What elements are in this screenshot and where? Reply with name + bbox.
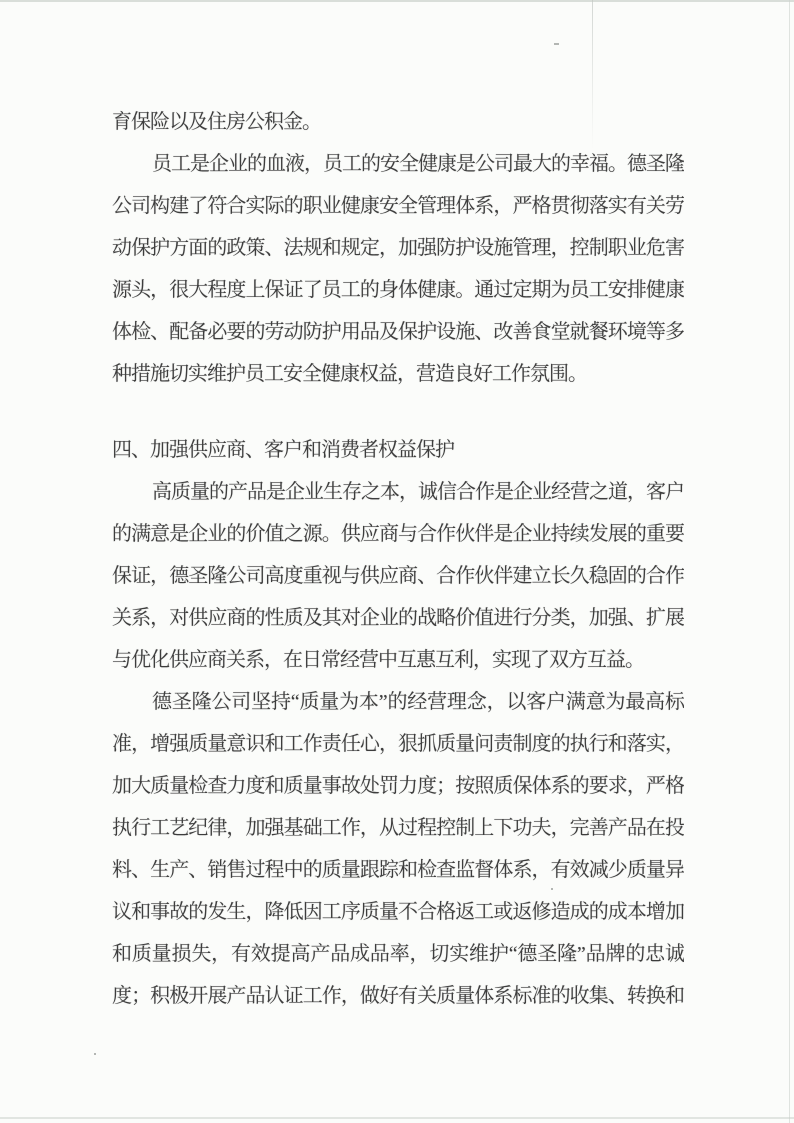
continuation-paragraph: [112, 101, 684, 143]
text-line: 四、加强供应商、客户和消费者权益保护: [112, 439, 454, 461]
supplier-customer-paragraph: [112, 471, 684, 681]
text-line: 高质量的产品是企业生存之本，诚信合作是企业经营之道，客户: [152, 481, 684, 503]
quality-management-paragraph: [112, 681, 684, 1017]
text-line: 的满意是企业的价值之源。供应商与合作伙伴是企业持续发展的重要: [112, 523, 684, 545]
scan-edge-top: [0, 0, 794, 2]
text-line: 料、生产、销售过程中的质量跟踪和检查监督体系，有效减少质量异: [112, 859, 684, 881]
text-line: 关系，对供应商的性质及其对企业的战略价值进行分类，加强、扩展: [112, 607, 684, 629]
section-heading: [112, 429, 684, 471]
text-line: 和质量损失，有效提高产品成品率，切实维护“德圣隆”品牌的忠诚: [112, 943, 684, 965]
text-line: 动保护方面的政策、法规和规定，加强防护设施管理，控制职业危害: [112, 237, 684, 259]
scan-edge-right: [789, 0, 790, 1123]
text-line: 保证，德圣隆公司高度重视与供应商、合作伙伴建立长久稳固的合作: [112, 565, 684, 587]
text-line: 德圣隆公司坚持“质量为本”的经营理念，以客户满意为最高标: [152, 691, 684, 713]
text-line: 执行工艺纪律，加强基础工作，从过程控制上下功夫，完善产品在投: [112, 817, 684, 839]
text-line: 员工是企业的血液，员工的安全健康是公司最大的幸福。德圣隆: [152, 153, 684, 175]
scan-speck: [554, 43, 559, 45]
text-line: 议和事故的发生，降低因工序质量不合格返工或返修造成的成本增加: [112, 901, 684, 923]
text-line: 与优化供应商关系，在日常经营中互惠互利，实现了双方互益。: [112, 649, 644, 671]
text-line: 体检、配备必要的劳动防护用品及保护设施、改善食堂就餐环境等多: [112, 321, 684, 343]
text-line: 加大质量检查力度和质量事故处罚力度；按照质保体系的要求，严格: [112, 775, 684, 797]
scan-edge-bottom: [0, 1117, 794, 1119]
scan-speck: [94, 1053, 96, 1055]
text-line: 公司构建了符合实际的职业健康安全管理体系，严格贯彻落实有关劳: [112, 195, 684, 217]
text-line: 准，增强质量意识和工作责任心，狠抓质量问责制度的执行和落实，: [112, 733, 684, 755]
text-line: 种措施切实维护员工安全健康权益，营造良好工作氛围。: [112, 363, 587, 385]
employee-health-paragraph: [112, 143, 684, 395]
text-line: 育保险以及住房公积金。: [112, 111, 321, 133]
document-text-block: [112, 101, 684, 1017]
text-line: 度；积极开展产品认证工作，做好有关质量体系标准的收集、转换和: [112, 985, 684, 1007]
text-line: 源头，很大程度上保证了员工的身体健康。通过定期为员工安排健康: [112, 279, 684, 301]
